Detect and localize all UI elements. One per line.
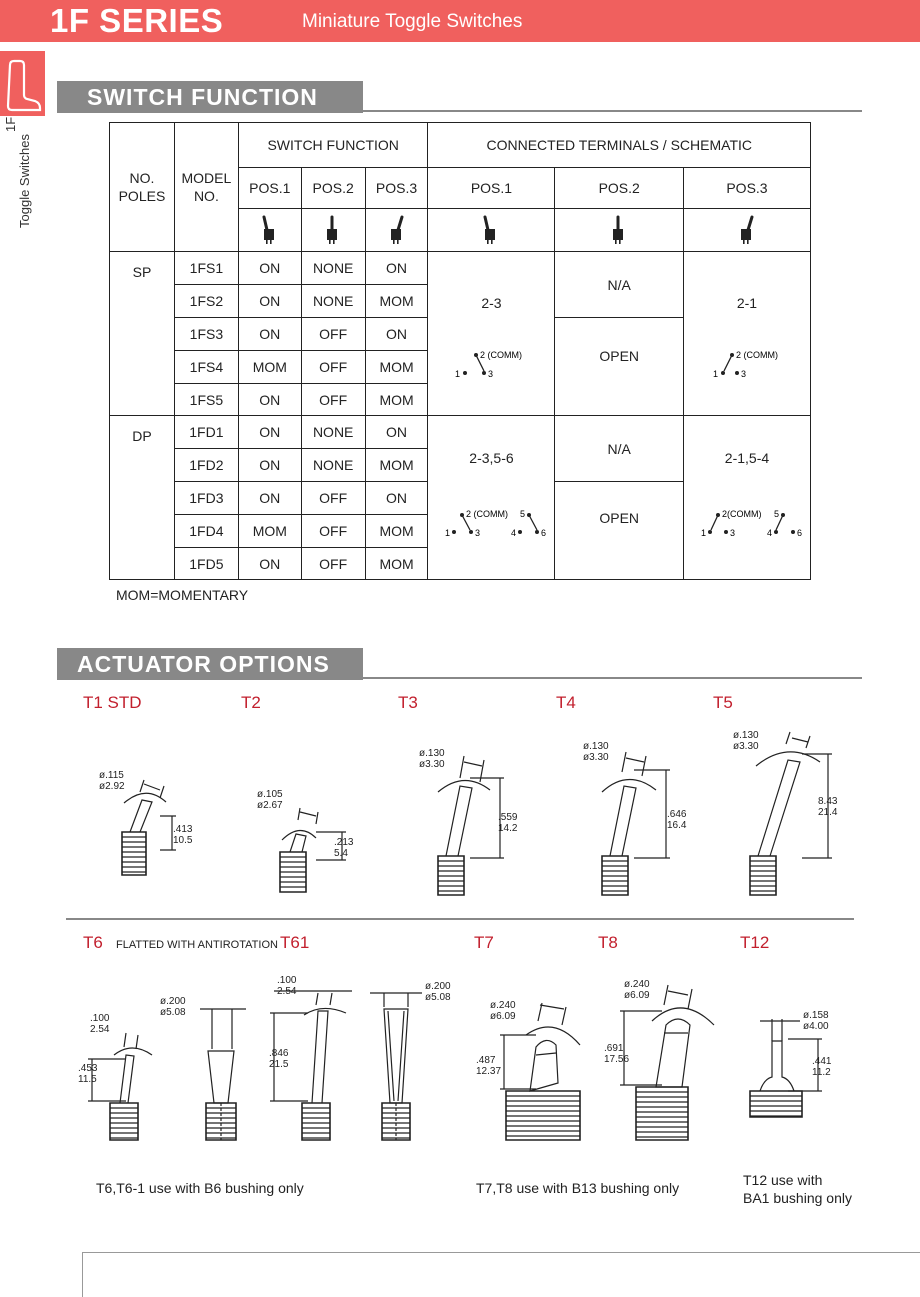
schem-label: 1 (455, 369, 461, 379)
pos2-cell: OFF (301, 351, 365, 384)
model-cell: 1FD4 (174, 515, 238, 548)
t61-height-label: .846 21.5 (269, 1048, 289, 1070)
schem-label: 1 (700, 528, 706, 538)
schem-label: 1 (445, 528, 451, 538)
table-row (110, 252, 811, 285)
usage-note-t12: T12 use with BA1 bushing only (743, 1172, 852, 1206)
schem-label: 5 (773, 509, 779, 519)
pos3-cell: MOM (365, 384, 428, 416)
switch-function-table (109, 122, 811, 580)
t8-dia-label: ø.240 ø6.09 (624, 979, 650, 1001)
t61-front-dia-label: ø.200 ø5.08 (425, 981, 451, 1003)
toggle-center-icon (323, 215, 343, 245)
t5-dia-label: ø.130 ø3.30 (733, 730, 759, 752)
t8-height-label: .691 17.56 (604, 1043, 630, 1065)
table-row (110, 416, 811, 449)
schem-label: 3 (729, 528, 735, 538)
t12-dia-label: ø.158 ø4.00 (803, 1010, 829, 1032)
schem-label: 6 (796, 528, 802, 538)
t61-dia-label: .100 2.54 (277, 975, 297, 997)
pos1-cell: ON (238, 252, 301, 285)
toggle-right-icon-cell (683, 209, 810, 252)
pos2-cell: OFF (301, 384, 365, 416)
t6-dia-label: .100 2.54 (90, 1013, 110, 1035)
schem-label: 4 (511, 528, 517, 538)
header-sf-pos2: POS.2 (301, 168, 365, 209)
option-t4-label: T4 (556, 693, 576, 712)
pos2-cell: OFF (301, 515, 365, 548)
dpdt-schematic-pos3 (687, 508, 807, 542)
pos2-cell: NONE (301, 285, 365, 318)
pos1-cell: MOM (238, 351, 301, 384)
t6-front-dia-label: ø.200 ø5.08 (160, 996, 186, 1018)
schem-label: 5 (520, 509, 526, 519)
dp-conn-pos1 (428, 416, 555, 580)
switch-function-rule (363, 110, 862, 112)
toggle-right-icon (387, 215, 407, 245)
actuator-t1-drawing (122, 780, 176, 875)
t6-height-label: .453 11.5 (78, 1063, 98, 1085)
actuator-t3-drawing (438, 756, 504, 895)
dp-conn-pos2-na: N/A (555, 416, 684, 482)
header-ct-pos1: POS.1 (428, 168, 555, 209)
side-label-series: 1F (3, 116, 18, 132)
option-t61-label: T61 (280, 933, 310, 952)
actuator-t61-drawing (270, 991, 422, 1140)
t2-dia-label: ø.105 ø2.67 (257, 789, 283, 811)
side-label-category: Toggle Switches (17, 134, 32, 228)
pos1-cell: ON (238, 384, 301, 416)
schem-label: 2 (COMM) (466, 509, 509, 519)
pos3-cell: ON (365, 482, 428, 515)
t4-dia-label: ø.130 ø3.30 (583, 741, 609, 763)
schem-label: 4 (766, 528, 772, 538)
schem-label: 3 (740, 369, 746, 379)
header-sf-pos1: POS.1 (238, 168, 301, 209)
momentary-footnote: MOM=MOMENTARY (116, 587, 249, 603)
sp-conn-pos3-value: 2-1 (736, 295, 758, 311)
actuator-options-bar (57, 648, 363, 680)
model-cell: 1FS2 (174, 285, 238, 318)
bottom-frame (82, 1252, 920, 1297)
option-t1-label: T1 STD (83, 693, 142, 712)
pos3-cell: ON (365, 252, 428, 285)
dpdt-schematic-pos1 (431, 508, 551, 542)
option-t8-label: T8 (598, 933, 618, 952)
pos1-cell: ON (238, 548, 301, 580)
model-cell: 1FD5 (174, 548, 238, 580)
option-t3-label: T3 (398, 693, 418, 712)
pos1-cell: ON (238, 318, 301, 351)
dp-conn-pos2-open: OPEN (555, 482, 684, 580)
model-cell: 1FS3 (174, 318, 238, 351)
pos3-cell: MOM (365, 351, 428, 384)
pos3-cell: MOM (365, 285, 428, 318)
actuator-t6-drawing (88, 1009, 246, 1140)
pos2-cell: OFF (301, 482, 365, 515)
dp-conn-pos3-value: 2-1,5-4 (724, 450, 770, 466)
pos2-cell: NONE (301, 252, 365, 285)
actuator-t4-drawing (602, 752, 670, 895)
series-title: 1F SERIES (50, 2, 224, 39)
model-cell: 1FS4 (174, 351, 238, 384)
dp-conn-pos3 (683, 416, 810, 580)
toggle-left-icon (260, 215, 280, 245)
actuator-t8-drawing (620, 985, 714, 1140)
t1-height-label: .413 10.5 (173, 824, 193, 846)
toggle-right-icon (737, 215, 757, 245)
side-label (4, 68, 32, 228)
model-cell: 1FD3 (174, 482, 238, 515)
t7-dia-label: ø.240 ø6.09 (490, 1000, 516, 1022)
option-t7-label: T7 (474, 933, 494, 952)
pos2-cell: OFF (301, 548, 365, 580)
poles-dp: DP (110, 416, 175, 580)
model-cell: 1FD1 (174, 416, 238, 449)
toggle-center-icon (609, 215, 629, 245)
switch-function-bar (57, 81, 363, 113)
toggle-center-icon-cell (555, 209, 684, 252)
pos2-cell: OFF (301, 318, 365, 351)
toggle-left-icon-cell (428, 209, 555, 252)
option-t6-label: T6 (83, 933, 103, 952)
t2-height-label: .213 5.4 (334, 837, 354, 859)
toggle-left-icon-cell (238, 209, 301, 252)
schem-label: 6 (541, 528, 547, 538)
actuator-options-title: ACTUATOR OPTIONS (77, 651, 330, 677)
pos3-cell: MOM (365, 548, 428, 580)
toggle-right-icon-cell (365, 209, 428, 252)
actuator-options-rule (363, 677, 862, 679)
option-t5-label: T5 (713, 693, 733, 712)
dp-conn-pos1-value: 2-3,5-6 (469, 450, 514, 466)
schem-label: 2 (COMM) (735, 350, 778, 360)
toggle-left-icon (481, 215, 501, 245)
pos1-cell: ON (238, 285, 301, 318)
option-t2-label: T2 (241, 693, 261, 712)
header-ct-pos3: POS.3 (683, 168, 810, 209)
pos3-cell: MOM (365, 449, 428, 482)
header-model: MODEL NO. (174, 123, 238, 252)
model-cell: 1FS1 (174, 252, 238, 285)
header-connected-terminals: CONNECTED TERMINALS / SCHEMATIC (428, 123, 811, 168)
t12-height-label: .441 11.2 (812, 1056, 832, 1078)
schem-label: 1 (712, 369, 718, 379)
header-ct-pos2: POS.2 (555, 168, 684, 209)
t5-height-label: 8.43 21.4 (818, 796, 838, 818)
pos3-cell: MOM (365, 515, 428, 548)
schem-label: 3 (475, 528, 481, 538)
usage-note-t6: T6,T6-1 use with B6 bushing only (96, 1180, 304, 1196)
sp-conn-pos2-open: OPEN (555, 318, 684, 416)
t1-dia-label: ø.115 ø2.92 (99, 770, 125, 792)
pos3-cell: ON (365, 318, 428, 351)
toggle-center-icon-cell (301, 209, 365, 252)
poles-sp: SP (110, 252, 175, 416)
header-poles: NO. POLES (110, 123, 175, 252)
usage-note-t7: T7,T8 use with B13 bushing only (476, 1180, 680, 1196)
spdt-schematic-pos3 (702, 349, 792, 383)
pos1-cell: MOM (238, 515, 301, 548)
sp-conn-pos3 (683, 252, 810, 416)
option-t12-label: T12 (740, 933, 770, 952)
pos1-cell: ON (238, 416, 301, 449)
header-switch-function: SWITCH FUNCTION (238, 123, 428, 168)
model-cell: 1FD2 (174, 449, 238, 482)
series-subtitle: Miniature Toggle Switches (302, 11, 523, 32)
pos1-cell: ON (238, 449, 301, 482)
actuator-row-divider (66, 918, 854, 920)
sp-conn-pos1 (428, 252, 555, 416)
option-t6-note: FLATTED WITH ANTIROTATION (116, 939, 278, 951)
t3-height-label: .559 14.2 (498, 812, 518, 834)
schem-label: 2(COMM) (721, 509, 762, 519)
sp-conn-pos1-value: 2-3 (481, 295, 502, 311)
schem-label: 3 (488, 369, 494, 379)
t4-height-label: .646 16.4 (667, 809, 687, 831)
pos1-cell: ON (238, 482, 301, 515)
actuator-t7-drawing (500, 1003, 580, 1140)
model-cell: 1FS5 (174, 384, 238, 416)
t7-height-label: .487 12.37 (476, 1055, 502, 1077)
header-sf-pos3: POS.3 (365, 168, 428, 209)
spdt-schematic-pos1 (446, 349, 536, 383)
switch-function-title: SWITCH FUNCTION (87, 84, 318, 110)
sp-conn-pos2-na: N/A (555, 252, 684, 318)
pos3-cell: ON (365, 416, 428, 449)
pos2-cell: NONE (301, 449, 365, 482)
schem-label: 2 (COMM) (480, 350, 523, 360)
t3-dia-label: ø.130 ø3.30 (419, 748, 445, 770)
pos2-cell: NONE (301, 416, 365, 449)
